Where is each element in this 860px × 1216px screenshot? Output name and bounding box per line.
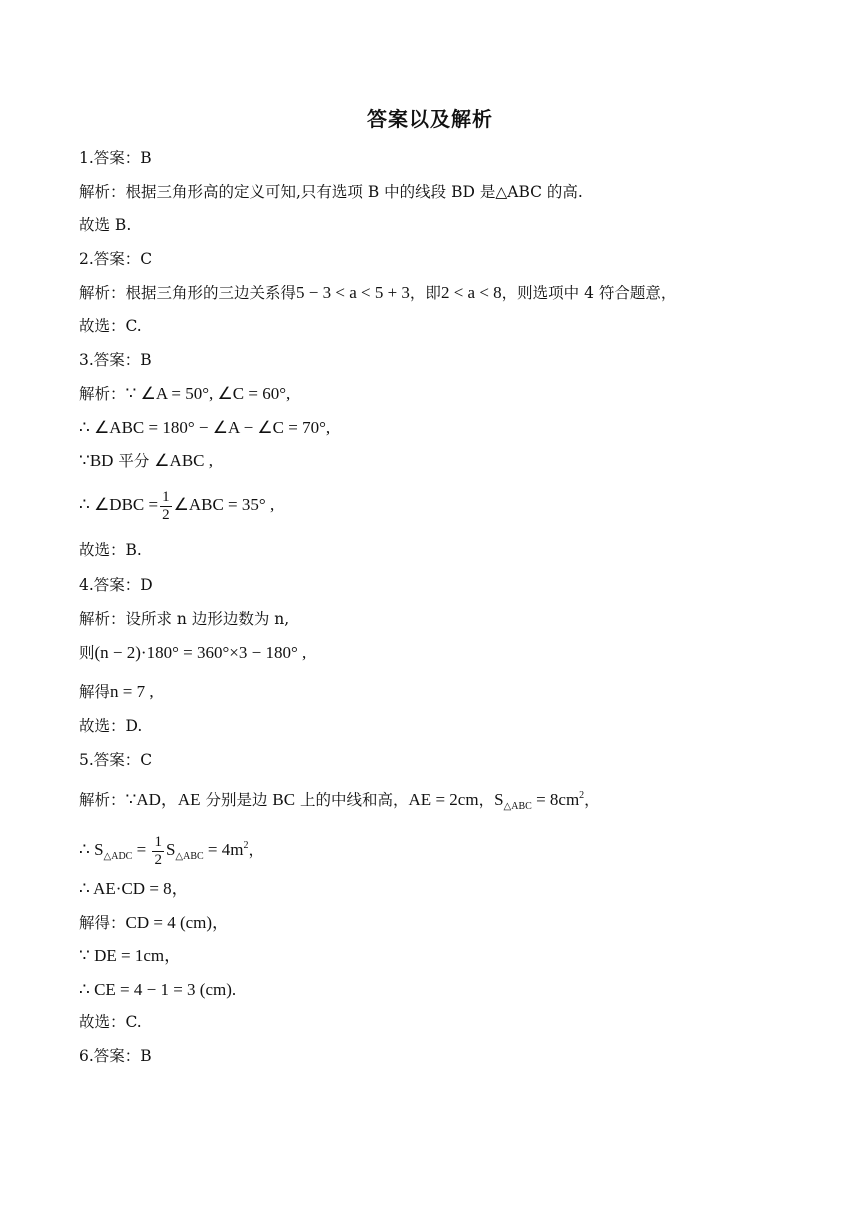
q5-area-adc-value: = 4m — [203, 840, 244, 859]
q5-product-formula: ∴ AE·CD = 8， — [79, 879, 189, 898]
q5-area-adc-comma: ， — [248, 841, 264, 859]
q4-equation — [79, 643, 306, 663]
q3-angle-dbc — [79, 485, 274, 525]
q3-angle-abc-formula: ∴ ∠ABC = 180° − ∠A − ∠C = 70°, — [79, 418, 331, 437]
q2-answer: 2.答案：C — [79, 250, 153, 268]
q5-fraction — [152, 834, 164, 869]
q5-cd — [79, 913, 229, 933]
q5-de-formula: ∵ DE = 1cm， — [79, 946, 182, 965]
q5-area-adc-subscript: △ADC — [103, 851, 133, 862]
q5-answer: 5.答案：C — [79, 751, 153, 769]
q3-fraction — [160, 489, 172, 524]
q5-area-abc-s: S — [165, 840, 176, 859]
q3-bisector — [79, 451, 213, 471]
q5-choice: 故选：C. — [79, 1013, 142, 1031]
q5-area-value: = 8cm — [531, 790, 580, 809]
q5-de — [79, 946, 181, 966]
q5-area-abc-subscript: △ABC — [175, 851, 204, 862]
q4-solution — [79, 682, 154, 702]
q3-angle-abc — [79, 418, 330, 438]
q4-equation-prefix: 则 — [79, 644, 95, 662]
q2-inequality-2: 2 < a < 8 — [440, 283, 502, 302]
q5-analysis-text-2: 上的中线和高， — [295, 791, 409, 809]
q3-analysis-prefix: 解析： — [79, 385, 126, 403]
q3-fraction-denominator: 2 — [162, 506, 170, 523]
q1-answer: 1.答案：B — [79, 149, 152, 167]
q5-analysis — [79, 786, 600, 817]
q5-area-s: S — [494, 790, 504, 809]
page-title: 答案以及解析 — [367, 107, 493, 131]
q5-product — [79, 879, 189, 899]
q5-analysis-text: 分别是边 — [200, 791, 273, 809]
q5-area-adc — [79, 826, 264, 877]
q5-area-subscript: △ABC — [503, 801, 532, 812]
q5-analysis-prefix: 解析： — [79, 791, 126, 809]
q5-ae-value: AE = 2cm — [408, 790, 479, 809]
q2-analysis — [79, 283, 676, 303]
q5-area-adc-lhs: ∴ S — [79, 840, 104, 859]
q1-choice: 故选 B. — [79, 216, 132, 234]
q4-answer: 4.答案：D — [79, 576, 153, 594]
q5-ce — [79, 980, 236, 1000]
q4-solution-prefix: 解得 — [79, 683, 111, 701]
q2-choice: 故选：C. — [79, 317, 142, 335]
q5-area-adc-superscript: 2 — [243, 840, 249, 851]
q5-ad-ae: ∵AD，AE — [125, 790, 201, 809]
q5-area-superscript: 2 — [579, 790, 585, 801]
q3-answer: 3.答案：B — [79, 351, 152, 369]
q5-bc: BC — [272, 790, 296, 809]
q1-analysis: 解析：根据三角形高的定义可知,只有选项 B 中的线段 BD 是△ABC 的高. — [79, 183, 583, 201]
q2-analysis-mid: ，即 — [409, 284, 441, 302]
q3-fraction-numerator: 1 — [162, 488, 170, 505]
q3-angle-dbc-prefix: ∴ ∠DBC = — [79, 495, 159, 514]
q3-given-angles: ∵ ∠A = 50°, ∠C = 60°, — [125, 384, 291, 403]
q4-equation-formula: (n − 2)·180° = 360°×3 − 180° , — [94, 643, 307, 662]
q5-area-adc-equals: = — [132, 840, 151, 859]
q2-inequality-1: 5 − 3 < a < 5 + 3 — [296, 283, 410, 302]
q3-choice: 故选：B. — [79, 541, 142, 559]
q4-choice: 故选：D. — [79, 717, 143, 735]
q5-cd-formula: CD = 4 (cm)， — [125, 913, 230, 932]
q3-bisector-angle: ∠ABC , — [154, 451, 213, 470]
q5-cd-prefix: 解得： — [79, 914, 126, 932]
q6-answer: 6.答案：B — [79, 1047, 152, 1065]
q3-angle-dbc-suffix: ∠ABC = 35° , — [173, 495, 275, 514]
q3-bisector-text: 平分 — [113, 452, 155, 470]
q5-fraction-numerator: 1 — [154, 833, 162, 850]
q3-bisector-bd: ∵BD — [79, 451, 114, 470]
q5-comma-2: ， — [584, 791, 600, 809]
q2-analysis-suffix: ，则选项中 4 符合题意， — [501, 284, 677, 302]
q5-comma-1: ， — [478, 791, 495, 809]
q5-fraction-denominator: 2 — [154, 851, 162, 868]
q5-ce-formula: ∴ CE = 4 − 1 = 3 (cm). — [79, 980, 237, 999]
q4-solution-formula: n = 7 , — [110, 682, 154, 701]
q2-analysis-prefix: 解析：根据三角形的三边关系得 — [79, 284, 297, 302]
q3-analysis — [79, 384, 290, 404]
q4-analysis: 解析：设所求 n 边形边数为 n, — [79, 610, 290, 628]
